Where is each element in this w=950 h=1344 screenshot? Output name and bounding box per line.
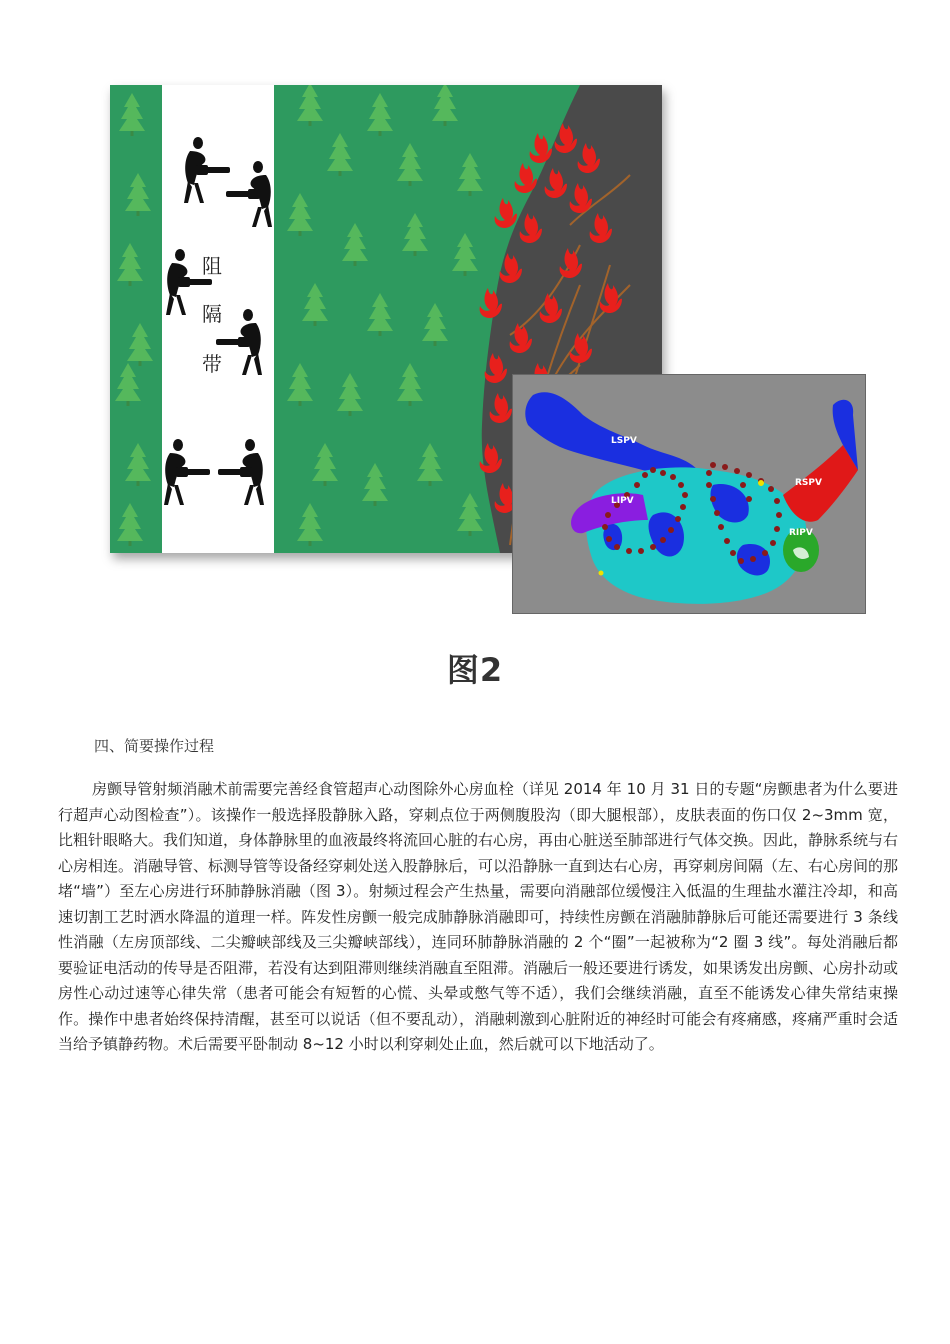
lipv-label: LIPV xyxy=(611,496,634,506)
barrier-char-1: 阻 xyxy=(202,254,222,278)
ablation-map-inset xyxy=(512,374,866,614)
figure-caption: 图2 xyxy=(446,651,504,689)
body-paragraph: 房颤导管射频消融术前需要完善经食管超声心动图除外心房血栓（详见 2014 年 10 月 31 日的专题“房颤患者为什么要进行超声心动图检查”）。该操作一般选择股静脉入路，穿刺点位于两侧腹股沟（即大腿根部），皮肤表面的伤口仅 2~3mm 宽，比粗针眼略大。我们知道，身体静脉里的血液最终将流回心脏的右心房，再由心脏送至肺部进行气体交换。因此，静脉系统与右心房相连。消融导管、标测导管等设备经穿刺处送入股静脉后，可以沿静脉一直到达右心房，再穿刺房间隔（左、右心房间的那堵“墙”）至左心房进行环肺静脉消融（图 3）。射频过程会产生热量，需要向消融部位缓慢注入低温的生理盐水灌注冷却，和高速切割工艺时洒水降温的道理一样。阵发性房颤一般完成肺静脉消融即可，持续性房颤在消融肺静脉后可能还需要进行 3 条线性消融（左房顶部线、二尖瓣峡部线及三尖瓣峡部线），连同环肺静脉消融的 2 个“圈”一起被称为“2 圈 3 线”。每处消融后都要验证电活动的传导是否阻滞，若没有达到阻滞则继续消融直至阻滞。消融后一般还要进行诱发，如果诱发出房颤、心房扑动或房性心动过速等心律失常（患者可能会有短暂的心慌、头晕或憋气等不适），我们会继续消融，直至不能诱发心律失常结束操作。操作中患者始终保持清醒，甚至可以说话（但不要乱动），消融刺激到心脏附近的神经时可能会有疼痛感，疼痛严重时会适当给予镇静药物。术后需要平卧制动 8~12 小时以利穿刺处止血，然后就可以下地活动了。 xyxy=(58,780,899,1053)
lspv-label: LSPV xyxy=(611,436,637,446)
ripv-label: RIPV xyxy=(789,528,813,538)
barrier-char-3: 带 xyxy=(202,352,222,376)
section-heading: 四、简要操作过程 xyxy=(94,737,215,755)
rspv-label: RSPV xyxy=(795,478,822,488)
barrier-char-2: 隔 xyxy=(202,302,222,326)
